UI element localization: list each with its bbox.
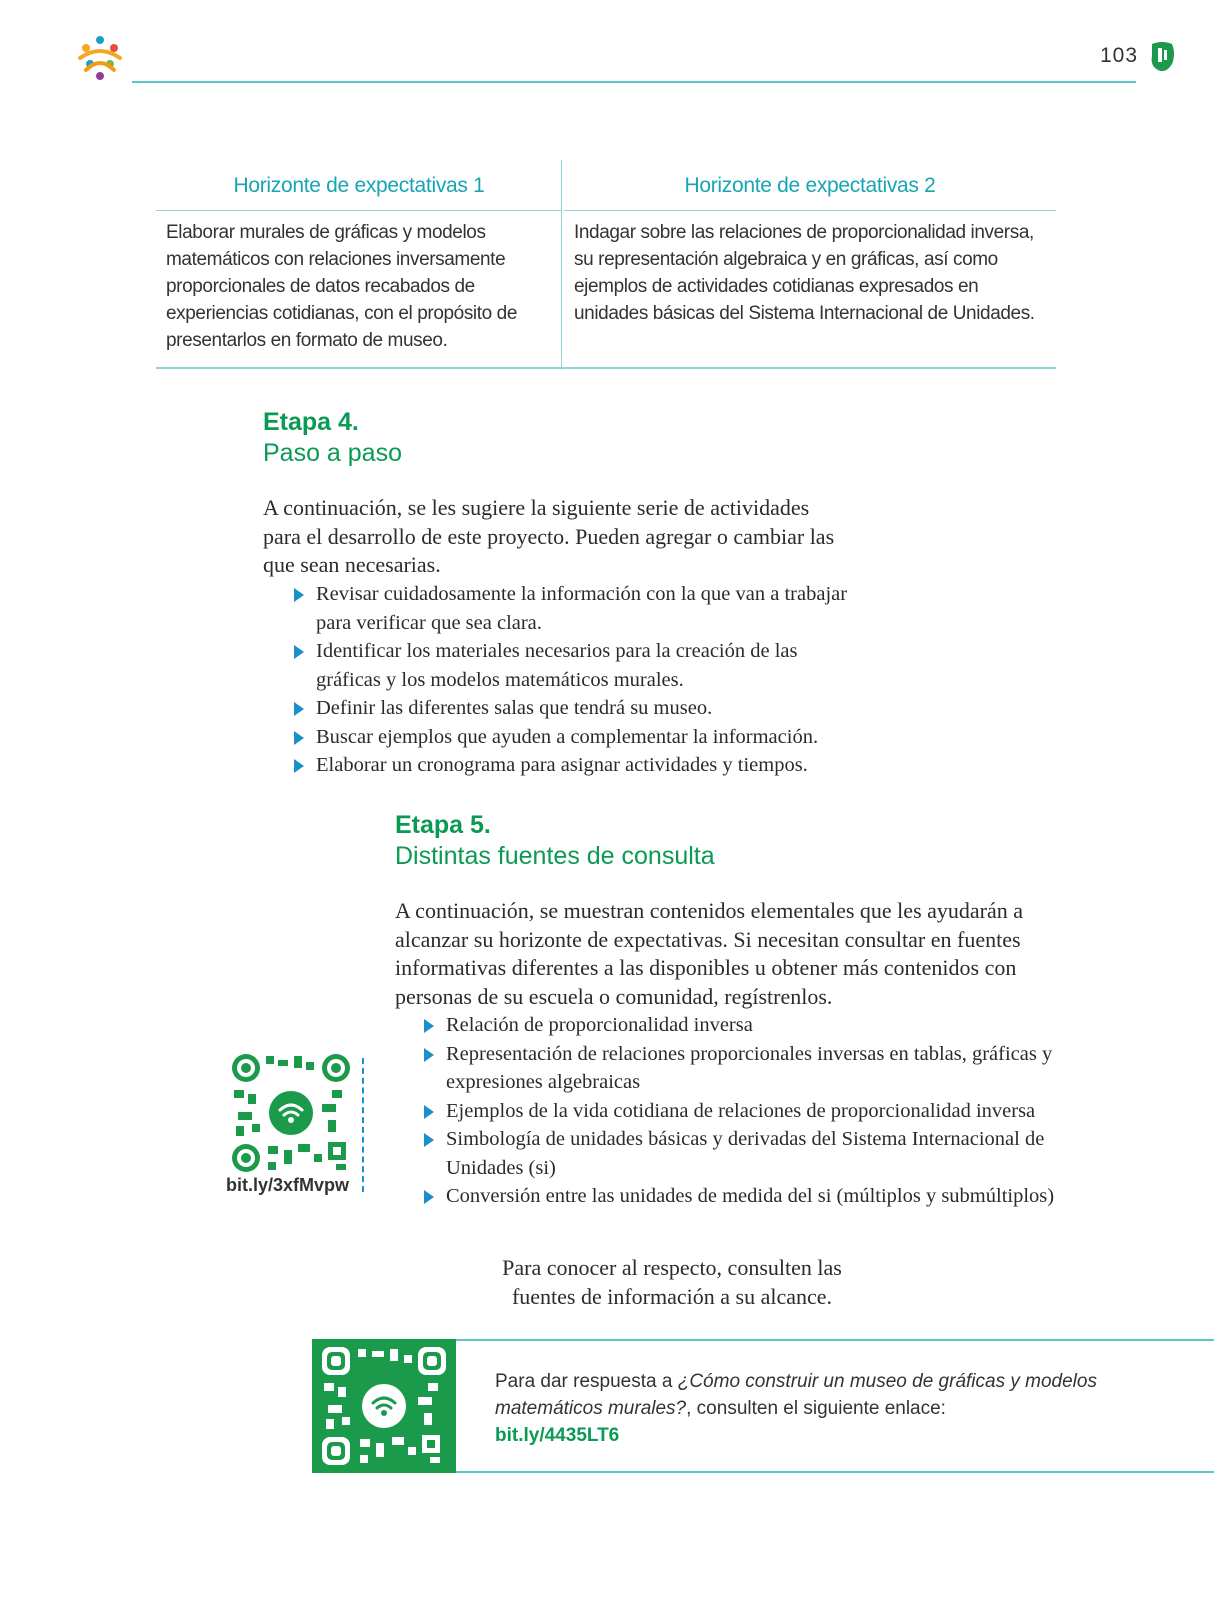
bullet-icon (294, 645, 304, 659)
table-divider (561, 160, 562, 370)
qr-code-icon[interactable] (232, 1054, 350, 1172)
bottom-box-bottom-rule (456, 1471, 1214, 1473)
bullet-icon (294, 731, 304, 745)
column-header-1: Horizonte de expectativas 1 (156, 160, 562, 211)
etapa4-label: Etapa 4. (263, 408, 359, 436)
table-column-1 (156, 160, 562, 368)
bullet-icon (424, 1048, 434, 1062)
list-item: Simbología de unidades básicas y derivadas del Sistema Internacional de Unidades (si) (420, 1125, 1060, 1182)
etapa4-list (290, 580, 850, 780)
column-body-1: Elaborar murales de gráficas y modelos matemáticos con relaciones inversamente proporcionales de datos recabados de experiencias cotidianas, con el propósito de presentarlos en formato de museo. (166, 222, 518, 351)
column-header-2: Horizonte de expectativas 2 (564, 160, 1056, 211)
bottom-box-text: Para dar respuesta a ¿Cómo construir un museo de gráficas y modelos matemáticos murales?, consulten el siguiente enlace: bit.ly/4435LT6 (495, 1371, 1097, 1446)
list-item: Representación de relaciones proporcionales inversas en tablas, gráficas y expresiones algebraicas (420, 1040, 1060, 1097)
table-column-2 (564, 160, 1056, 368)
green-glyph-icon (1146, 40, 1178, 74)
bullet-icon (294, 702, 304, 716)
bottom-box-top-rule (456, 1339, 1214, 1341)
list-item: Identificar los materiales necesarios para la creación de las gráficas y los modelos matemáticos murales. (290, 637, 850, 694)
list-item: Relación de proporcionalidad inversa (420, 1011, 1060, 1040)
list-item: Elaborar un cronograma para asignar actividades y tiempos. (290, 751, 850, 780)
column-body-2: Indagar sobre las relaciones de proporcionalidad inversa, su representación algebraica y en gráficas, así como ejemplos de actividades cotidianas expresados en unidades básicas del Sistema Internacional de Unidades. (574, 222, 1035, 324)
etapa5-title: Distintas fuentes de consulta (395, 842, 715, 870)
expectations-table (156, 160, 1056, 370)
list-item: Conversión entre las unidades de medida del si (múltiplos y submúltiplos) (420, 1182, 1060, 1211)
bullet-icon (294, 588, 304, 602)
qr-code-icon[interactable] (322, 1347, 446, 1465)
bottom-link[interactable]: bit.ly/4435LT6 (495, 1425, 620, 1446)
qr-small-link[interactable]: bit.ly/3xfMvpw (226, 1175, 350, 1195)
bullet-icon (424, 1019, 434, 1033)
etapa4-heading (263, 408, 402, 468)
table-bottom-rule (156, 367, 1056, 369)
page-number: 103 (1100, 44, 1139, 67)
dashed-divider (362, 1058, 364, 1192)
list-item: Definir las diferentes salas que tendrá su museo. (290, 694, 850, 723)
question-text: ¿Cómo construir un museo de gráficas y modelos matemáticos murales? (495, 1371, 1097, 1419)
list-item: Ejemplos de la vida cotidiana de relaciones de proporcionalidad inversa (420, 1097, 1060, 1126)
list-item: Revisar cuidadosamente la información con la que van a trabajar para verificar que sea clara. (290, 580, 850, 637)
etapa5-intro: A continuación, se muestran contenidos elementales que les ayudarán a alcanzar su horizonte de expectativas. Si necesitan consultar en fuentes informativas diferentes a las disponibles u obtener más contenidos con personas de su escuela o comunidad, regístrenlos. (395, 898, 1024, 1009)
etapa4-intro: A continuación, se les sugiere la siguiente serie de actividades para el desarrollo de este proyecto. Pueden agregar o cambiar las que sean necesarias. (263, 495, 835, 577)
bullet-icon (424, 1190, 434, 1204)
bullet-icon (294, 759, 304, 773)
etapa5-closing: Para conocer al respecto, consulten las fuentes de información a su alcance. (502, 1255, 842, 1309)
list-item: Buscar ejemplos que ayuden a complementar la información. (290, 723, 850, 752)
etapa5-label: Etapa 5. (395, 811, 491, 839)
etapa5-list (420, 1011, 1060, 1211)
bullet-icon (424, 1133, 434, 1147)
header-rule (132, 81, 1136, 83)
etapa5-heading (395, 811, 715, 871)
bullet-icon (424, 1105, 434, 1119)
community-logo-icon (72, 30, 128, 86)
etapa4-title: Paso a paso (263, 439, 402, 467)
